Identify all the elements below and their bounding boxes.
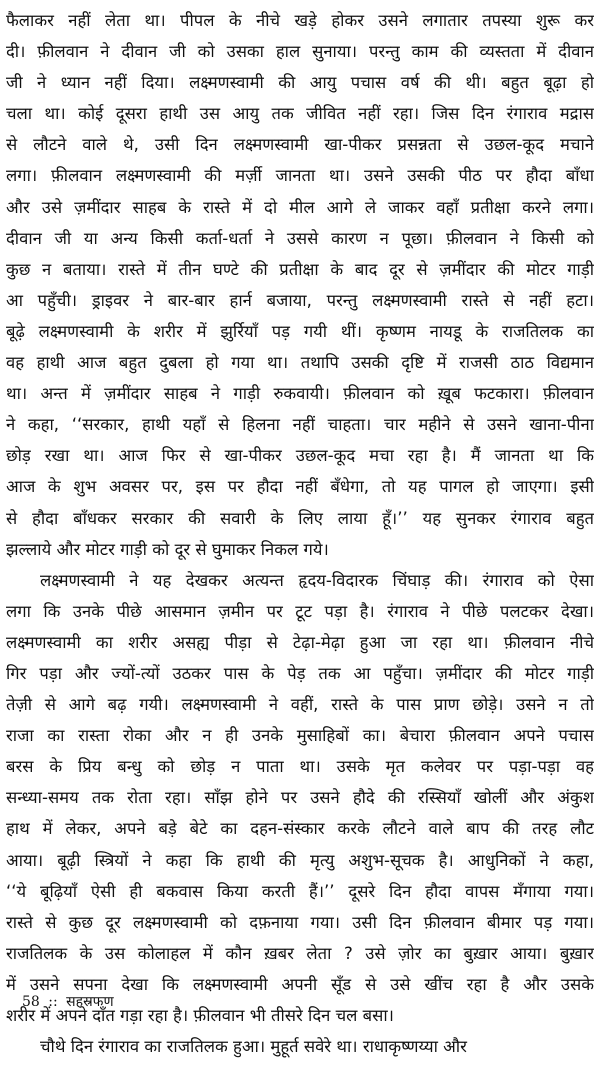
text-line: में उसने सपना देखा कि लक्ष्मणस्वामी अपनी सूँड से उसे खींच रहा है और उसके	[6, 974, 594, 994]
text-line: लगा। फ़ीलवान लक्ष्मणस्वामी की मर्ज़ी जानता था। उसने उसकी पीठ पर हौदा बाँधा	[6, 166, 594, 186]
text-line: हाथ में लेकर, अपने बड़े बेटे का दहन-संस्कार करके लौटने वाले बाप की तरह लौट	[6, 819, 594, 839]
text-line: था। अन्त में ज़मींदार साहब ने गाड़ी रुकवायी। फ़ीलवान को ख़ूब फटकारा। फ़ीलवान	[6, 384, 594, 404]
text-line: छोड़ रखा था। आज फिर से खा-पीकर उछल-कूद मचा रहा है। मैं जानता था कि	[6, 446, 594, 466]
paragraph	[6, 565, 594, 1031]
text-line: वह हाथी आज बहुत दुबला हो गया था। तथापि उसकी दृष्टि में राजसी ठाठ विद्यमान	[6, 353, 594, 373]
text-line: जी ने ध्यान नहीं दिया। लक्ष्मणस्वामी की आयु पचास वर्ष की थी। बहुत बूढ़ा हो	[6, 73, 594, 93]
text-line: फैलाकर नहीं लेता था। पीपल के नीचे खड़े होकर उसने लगातार तपस्या शुरू कर	[6, 11, 594, 30]
text-line: लगा कि उनके पीछे आसमान ज़मीन पर टूट पड़ा है। रंगाराव ने पीछे पलटकर देखा।	[6, 601, 594, 621]
text-line: कुछ न बताया। रास्ते में तीन घण्टे की प्रतीक्षा के बाद दूर से ज़मींदार की मोटर गाड़ी	[6, 259, 594, 279]
text-line: दी। फ़ीलवान ने दीवान जी को उसका हाल सुनाया। परन्तु काम की व्यस्तता में दीवान	[6, 42, 594, 62]
text-line: तेज़ी से आगे बढ़ गयी। लक्ष्मणस्वामी ने वहीं, रास्ते के पास प्राण छोड़े। उसने न तो	[6, 695, 594, 715]
text-line: लक्ष्मणस्वामी ने यह देखकर अत्यन्त हृदय-विदारक चिंघाड़ की। रंगाराव को ऐसा	[40, 570, 594, 590]
text-line: आया। बूढ़ी स्त्रियों ने कहा कि हाथी की मृत्यु अशुभ-सूचक है। आधुनिकों ने कहा,	[6, 850, 594, 870]
text-line: बरस के प्रिय बन्धु को छोड़ न पाता था। उसके मृत कलेवर पर पड़ा-पड़ा वह	[6, 757, 594, 777]
text-line: चला था। कोई दूसरा हाथी उस आयु तक जीवित नहीं रहा। जिस दिन रंगाराव मद्रास	[6, 104, 594, 124]
book-title: सहस्रफण	[66, 994, 114, 1010]
text-line: राजा का रास्ता रोका और न ही उनके मुसाहिबों का। बेचारा फ़ीलवान अपने पचास	[6, 726, 594, 746]
text-line: से लौटने वाले थे, उसी दिन लक्ष्मणस्वामी खा-पीकर प्रसन्नता से उछल-कूद मचाने	[6, 135, 594, 155]
text-line: झल्लाये और मोटर गाड़ी को दूर से घुमाकर निकल गये।	[6, 539, 329, 559]
paragraph	[6, 1031, 594, 1062]
text-line: आ पहुँची। ड्राइवर ने बार-बार हार्न बजाया, परन्तु लक्ष्मणस्वामी रास्ते से नहीं हटा।	[6, 290, 594, 310]
footer-separator: ::	[48, 994, 58, 1010]
text-line: बूढ़े लक्ष्मणस्वामी के शरीर में झुर्रियाँ पड़ गयी थीं। कृष्णम नायडू के राजतिलक का	[6, 321, 594, 341]
text-line: रास्ते से कुछ दूर लक्ष्मणस्वामी को दफ़नाया गया। उसी दिन फ़ीलवान बीमार पड़ गया।	[6, 912, 594, 932]
text-line: गिर पड़ा और ज्यों-त्यों उठकर पास के पेड़ तक आ पहुँचा। ज़मींदार की मोटर गाड़ी	[6, 663, 594, 683]
text-line: से हौदा बाँधकर सरकार की सवारी के लिए लाया हूँ।’’ यह सुनकर रंगाराव बहुत	[6, 508, 594, 528]
paragraph	[6, 5, 594, 565]
text-line: आज के शुभ अवसर पर, इस पर हौदा नहीं बँधेगा, तो यह पागल हो जाएगा। इसी	[6, 477, 594, 497]
text-line: और उसे ज़मींदार साहब के रास्ते में दो मील आगे ले जाकर वहाँ प्रतीक्षा करने लगा।	[6, 197, 594, 217]
text-line: सन्ध्या-समय तक रोता रहा। साँझ होने पर उसने हौदे की रस्सियाँ खोलीं और अंकुश	[6, 788, 594, 808]
text-body	[6, 5, 594, 1062]
page-number: 58	[22, 994, 40, 1010]
text-line: चौथे दिन रंगाराव का राजतिलक हुआ। मुहूर्त सवेरे था। राधाकृष्णय्या और	[40, 1037, 467, 1057]
text-line: दीवान जी या अन्य किसी कर्ता-धर्ता ने उससे कारण न पूछा। फ़ीलवान ने किसी को	[6, 228, 594, 248]
text-line: शरीर में अपने दाँत गड़ा रहा है। फ़ीलवान भी तीसरे दिन चल बसा।	[6, 1006, 394, 1025]
text-line: ‘‘ये बूढ़ियाँ ऐसी ही बकवास किया करती हैं।’’ दूसरे दिन हौदा वापस मँगाया गया।	[6, 881, 594, 901]
page-footer	[22, 992, 118, 1012]
text-line: ने कहा, ‘‘सरकार, हाथी यहाँ से हिलना नहीं चाहता। चार महीने से उसने खाना-पीना	[6, 415, 594, 435]
text-line: लक्ष्मणस्वामी का शरीर असह्य पीड़ा से टेढ़ा-मेढ़ा हुआ जा रहा था। फ़ीलवान नीचे	[6, 632, 594, 652]
text-line: राजतिलक के उस कोलाहल में कौन ख़बर लेता ? उसे ज़ोर का बुख़ार आया। बुख़ार	[6, 943, 594, 963]
